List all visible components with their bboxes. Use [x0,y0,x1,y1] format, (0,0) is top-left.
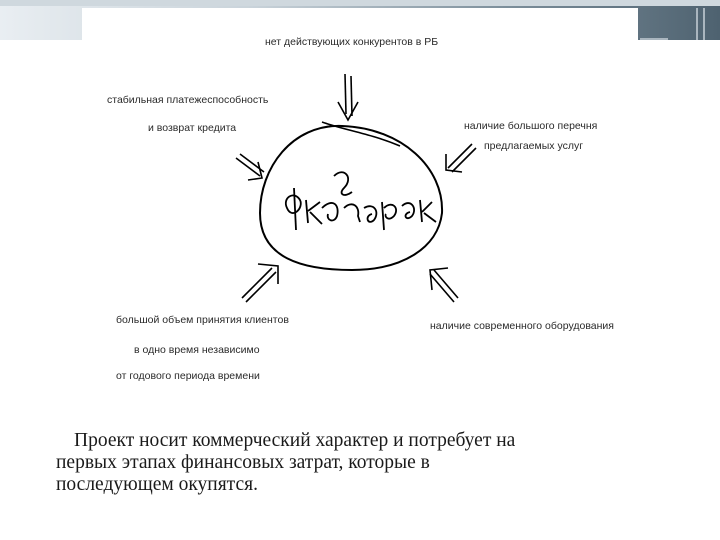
arrow-left-top [236,154,264,180]
body-line-3: последующем окупятся. [56,474,258,495]
diagram-drawing [82,8,638,398]
left-bottom-label-line3: от годового периода времени [116,370,260,382]
corner-decoration [696,8,714,40]
body-paragraph [56,430,696,496]
top-label: нет действующих конкурентов в РБ [265,36,439,48]
left-top-label-line2: и возврат кредита [148,122,237,134]
arrow-right-bottom [430,268,458,302]
arrow-top-curve [322,122,400,146]
arrow-left-bottom [242,264,278,302]
header-stripe [0,0,720,6]
body-line-1: Проект носит коммерческий характер и потребует на [74,430,516,451]
left-bottom-label-line2: в одно время независимо [134,344,260,356]
center-scribble [286,172,436,230]
right-top-label-line2: предлагаемых услуг [484,140,584,152]
decorative-rule [640,38,668,40]
right-bottom-label: наличие современного оборудования [430,320,614,332]
left-bottom-label-line1: большой объем принятия клиентов [116,314,289,326]
arrow-right-top [446,144,476,172]
right-top-label-line1: наличие большого перечня [464,120,598,132]
diagram-image [82,8,638,398]
body-line-2: первых этапах финансовых затрат, которые в [56,452,430,473]
arrow-top [338,74,358,120]
left-top-label-line1: стабильная платежеспособность [107,94,269,106]
